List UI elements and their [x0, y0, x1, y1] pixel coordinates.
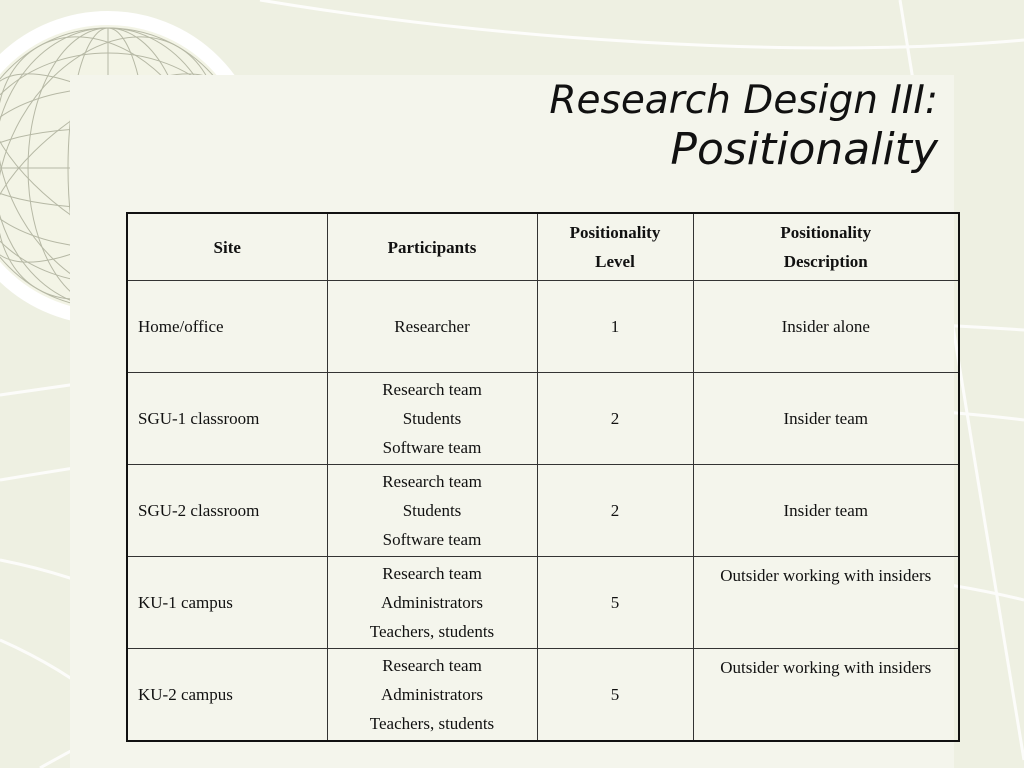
- participant-line: Students: [402, 501, 462, 521]
- participants-cell: [327, 373, 537, 465]
- slide-title: [338, 78, 938, 176]
- participant-line: Software team: [382, 530, 482, 550]
- positionality-description-cell: Outsider working with insiders: [693, 557, 959, 649]
- participant-line: Researcher: [394, 317, 470, 337]
- site-cell: KU-1 campus: [127, 557, 327, 649]
- positionality-description-cell: Insider team: [693, 465, 959, 557]
- slide-title-line-1: Research Design III:: [549, 78, 938, 123]
- table-header: [127, 213, 959, 281]
- site-cell: SGU-2 classroom: [127, 465, 327, 557]
- site-cell: SGU-1 classroom: [127, 373, 327, 465]
- column-header: [127, 213, 327, 281]
- column-header-line: Level: [595, 252, 635, 271]
- participant-line: Students: [402, 409, 462, 429]
- participant-line: Teachers, students: [369, 714, 495, 734]
- column-header-line: Participants: [387, 237, 477, 257]
- slide-title-line-2: Positionality: [670, 124, 938, 176]
- table-row: [127, 281, 959, 373]
- column-header-line: Positionality: [569, 223, 661, 242]
- participant-line: Administrators: [381, 685, 483, 705]
- column-header-line: Positionality: [780, 223, 872, 242]
- table-row: [127, 465, 959, 557]
- positionality-level-cell: 5: [537, 557, 693, 649]
- table-row: [127, 649, 959, 741]
- participant-line: Research team: [382, 472, 482, 492]
- column-header-line: Description: [783, 252, 868, 271]
- participants-cell: [327, 649, 537, 741]
- table-body: [127, 281, 959, 742]
- participant-line: Research team: [382, 656, 482, 676]
- positionality-table: [126, 212, 960, 742]
- column-header: [327, 213, 537, 281]
- column-header: [693, 213, 959, 281]
- table-row: [127, 557, 959, 649]
- site-cell: KU-2 campus: [127, 649, 327, 741]
- column-header-line: Site: [213, 237, 241, 257]
- participants-cell: [327, 281, 537, 373]
- positionality-description-cell: Insider alone: [693, 281, 959, 373]
- positionality-description-cell: Outsider working with insiders: [693, 649, 959, 741]
- column-header: [537, 213, 693, 281]
- participants-cell: [327, 465, 537, 557]
- table-row: [127, 373, 959, 465]
- participant-line: Research team: [382, 380, 482, 400]
- positionality-description-cell: Insider team: [693, 373, 959, 465]
- positionality-level-cell: 5: [537, 649, 693, 741]
- positionality-level-cell: 1: [537, 281, 693, 373]
- table-header-row: [127, 213, 959, 281]
- participant-line: Research team: [382, 564, 482, 584]
- positionality-level-cell: 2: [537, 465, 693, 557]
- positionality-level-cell: 2: [537, 373, 693, 465]
- participant-line: Software team: [382, 438, 482, 458]
- participant-line: Administrators: [381, 593, 483, 613]
- participant-line: Teachers, students: [369, 622, 495, 642]
- site-cell: Home/office: [127, 281, 327, 373]
- participants-cell: [327, 557, 537, 649]
